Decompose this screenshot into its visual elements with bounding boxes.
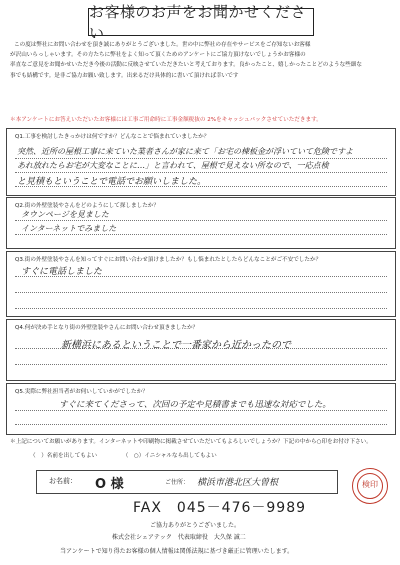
question-box-q4 xyxy=(6,319,396,381)
handwritten-answer: すぐに電話しました xyxy=(21,267,103,277)
customer-info-box xyxy=(36,470,338,494)
privacy-notice: 当アンケートで知り得たお客様の個人情報は関係法規に基づき厳正に管理いたします。 xyxy=(60,548,294,555)
question-box-q1 xyxy=(6,128,396,196)
handwritten-answer: すぐに来てくださって、次回の予定や見積書までも迅速な対応でした。 xyxy=(59,400,331,410)
question-label: Q1.工事を検討したきっかけは何ですか？どんなことで悩まれていましたか？ xyxy=(15,134,210,140)
intro-text xyxy=(10,40,392,81)
intro-line: が沢山いらっしゃいます。その方たちに弊社をよく知って頂くためのアンケートにご協力頂けないでしょうかお客様の xyxy=(10,52,306,59)
answer-rule xyxy=(15,410,387,411)
option-full-name: （ ）名前を出してもよい xyxy=(30,453,98,459)
page-title: お客様のお声をお聞かせください xyxy=(88,8,314,36)
answer-rule xyxy=(15,424,387,425)
inspection-stamp xyxy=(352,468,388,504)
name-label: お名前： xyxy=(49,477,77,485)
handwritten-answer: あれ放れたらお宅が大変なことに…」と言われて、屋根で見えない所なので、一応点検 xyxy=(17,161,329,170)
answer-rule xyxy=(15,158,387,159)
intro-line: 事でも結構です。是非ご協力お願い致します。出来るだけ具体的に書いて頂ければ幸いです xyxy=(10,72,239,79)
address-label: ご住所： xyxy=(165,479,190,486)
thanks-text: ご協力ありがとうございました。 xyxy=(150,522,241,529)
handwritten-answer: 新横浜にあるということで一番家から近かったので xyxy=(61,340,291,351)
question-box-q2 xyxy=(6,197,396,249)
answer-rule xyxy=(15,364,387,365)
fax-number: FAX 045－476－9989 xyxy=(133,500,307,516)
question-label: Q3.街の外壁塗装やさんを知ってすぐにお問い合わせ頂けましたか？もし悩まれたとしたらどんなことがご不安でしたか？ xyxy=(15,257,322,263)
intro-line: 率直なご意見をお聞かせいただき今後の活動に反映させていただきたいと考えております。良かったこと、嬉しかったことどのような些細な xyxy=(10,62,362,69)
question-label: Q2.街の外壁塗装やさんをどのようにして探しましたか？ xyxy=(15,203,159,209)
intro-line: この度は弊社にお問い合わせを頂き誠にありがとうございました。世の中に弊社の存在やサービスをご存知ないお客様 xyxy=(14,42,311,48)
handwritten-answer: インターネットでみました xyxy=(21,224,117,233)
cashback-notice: ＊本アンケートにお答えいただいたお客様には工事ご用命時に工事金額税抜の 2%をキャッシュバックさせていただきます。 xyxy=(10,117,322,123)
answer-rule xyxy=(15,220,387,221)
question-box-q3 xyxy=(6,251,396,317)
question-label: Q4.何が決め手となり街の外壁塗装やさんにお問い合わせ頂きましたか？ xyxy=(15,325,199,331)
answer-rule xyxy=(15,172,387,173)
question-label: Q5.実際に弊社担当者がお伺いしていかがでしたか？ xyxy=(15,389,148,395)
publication-permission: ＊上記についてお願いがあります。インターネットや印刷物に掲載させていただいてもよろしいでしょうか？下記の中から○印をお付け下さい。 xyxy=(10,439,372,445)
customer-name: O 様 xyxy=(95,477,124,492)
answer-rule xyxy=(15,292,387,293)
stamp-text: 検印 xyxy=(362,480,378,489)
handwritten-answer: 突然、近所の屋根工事に来ていた業者さんが家に来て「お宅の棟板金が浮いていて危険ですよ xyxy=(17,147,353,156)
answer-rule xyxy=(15,308,387,309)
permission-options xyxy=(30,451,217,459)
customer-address: 横浜市港北区大曽根 xyxy=(197,478,279,488)
question-box-q5 xyxy=(6,383,396,435)
option-initials: （ ○）イニシャルなら出してもよい xyxy=(122,453,217,459)
company-info: 株式会社シェアテック 代表取締役 大久保 誠二 xyxy=(112,534,246,541)
handwritten-answer: と見積もということで電話でお願いしました。 xyxy=(17,177,207,187)
answer-rule xyxy=(15,234,387,235)
handwritten-answer: タウンページを見ました xyxy=(21,210,109,219)
